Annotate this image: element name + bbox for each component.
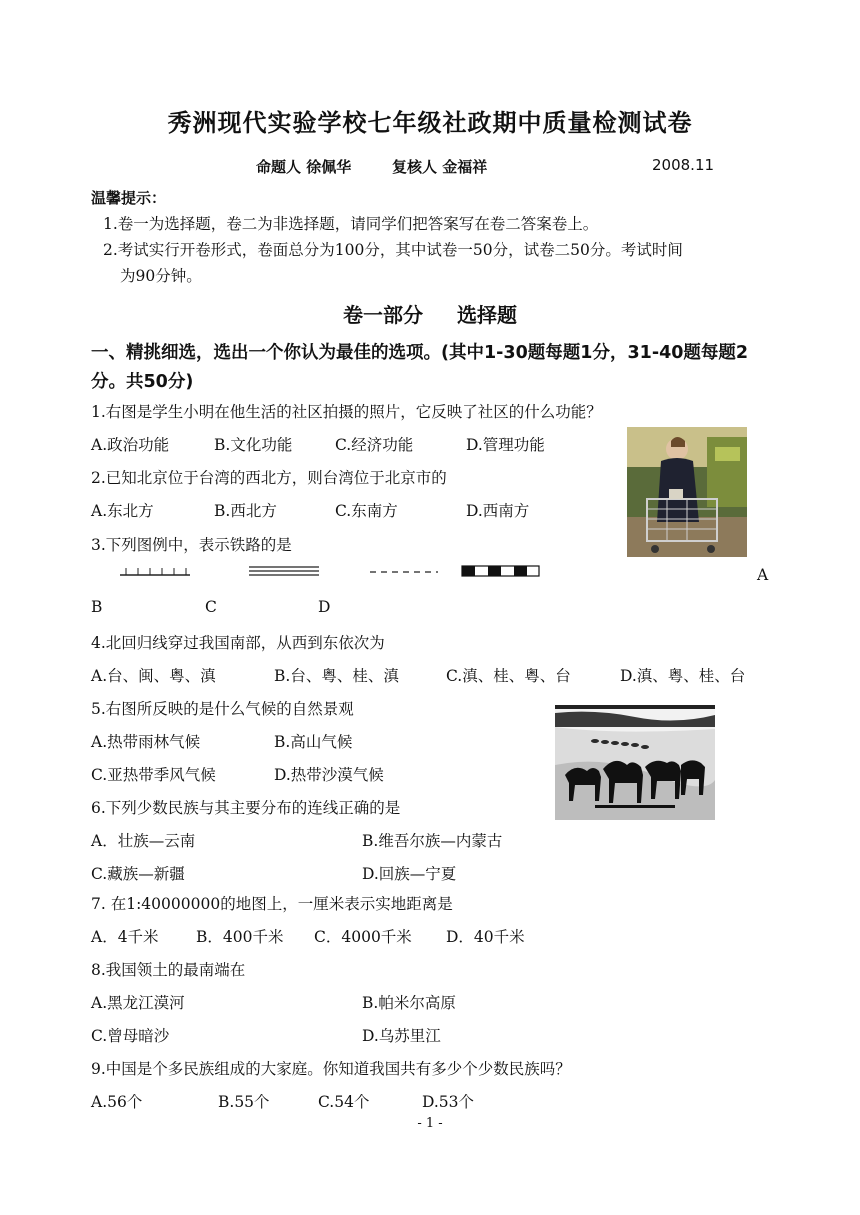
q1-option-a: A.政治功能 (91, 436, 170, 454)
question-2: 2.已知北京位于台湾的西北方，则台湾位于北京市的 (91, 469, 447, 487)
supermarket-photo (627, 427, 747, 557)
q5-option-a: A.热带雨林气候 (91, 733, 201, 751)
q3-option-a: A (757, 566, 769, 584)
q3-option-d: D (318, 598, 331, 616)
q6-option-a: A．壮族—云南 (91, 832, 196, 850)
q9-option-c: C.54个 (318, 1093, 370, 1111)
page-number: - 1 - (417, 1116, 443, 1131)
q5-option-c: C.亚热带季风气候 (91, 766, 216, 784)
q8-option-a: A.黑龙江漠河 (91, 994, 185, 1012)
q2-option-a: A.东北方 (91, 502, 154, 520)
q1-option-b: B.文化功能 (214, 436, 293, 454)
q1-option-c: C.经济功能 (335, 436, 414, 454)
q7-option-c: C．4000千米 (314, 928, 412, 946)
question-3: 3.下列图例中，表示铁路的是 (91, 536, 292, 554)
q2-option-b: B.西北方 (214, 502, 277, 520)
q9-option-b: B.55个 (218, 1093, 270, 1111)
q7-option-d: D．40千米 (446, 928, 525, 946)
q3-option-b: B (91, 598, 103, 616)
question-9: 9.中国是个多民族组成的大家庭。你知道我国共有多少个少数民族吗？ (91, 1060, 571, 1078)
q1-option-d: D.管理功能 (466, 436, 545, 454)
q6-option-b: B.维吾尔族—内蒙古 (362, 832, 503, 850)
tip-item-2-cont: 为90分钟。 (120, 267, 202, 285)
question-8: 8.我国领土的最南端在 (91, 961, 246, 979)
part-title (0, 299, 860, 328)
q5-option-d: D.热带沙漠气候 (274, 766, 384, 784)
q2-option-c: C.东南方 (335, 502, 398, 520)
legend-symbol-b (249, 564, 321, 578)
q9-option-a: A.56个 (91, 1093, 143, 1111)
question-1: 1.右图是学生小明在他生活的社区拍摄的照片，它反映了社区的什么功能？ (91, 403, 602, 421)
question-6: 6.下列少数民族与其主要分布的连线正确的是 (91, 799, 401, 817)
q6-option-d: D.回族—宁夏 (362, 865, 457, 883)
question-5: 5.右图所反映的是什么气候的自然景观 (91, 700, 354, 718)
q8-option-b: B.帕米尔高原 (362, 994, 456, 1012)
author: 命题人 徐佩华 (256, 158, 352, 176)
question-4: 4.北回归线穿过我国南部，从西到东依次为 (91, 634, 385, 652)
q6-option-c: C.藏族—新疆 (91, 865, 185, 883)
exam-date: 2008.11 (652, 156, 715, 174)
legend-symbol-a (120, 562, 192, 580)
q4-option-d: D.滇、粤、桂、台 (620, 667, 746, 685)
q4-option-c: C.滇、桂、粤、台 (446, 667, 571, 685)
q8-option-d: D.乌苏里江 (362, 1027, 441, 1045)
question-7: 7. 在1:40000000的地图上，一厘米表示实地距离是 (91, 895, 453, 913)
q3-option-c: C (205, 598, 217, 616)
q4-option-b: B.台、粤、桂、滇 (274, 667, 399, 685)
section-heading: 一、精挑细选，选出一个你认为最佳的选项。(其中1-30题每题1分，31-40题每题2分。共50分) (91, 343, 749, 392)
q2-option-d: D.西南方 (466, 502, 530, 520)
part-name: 选择题 (457, 303, 517, 327)
legend-symbol-d (461, 563, 541, 579)
q7-option-b: B．400千米 (196, 928, 284, 946)
page-title: 秀洲现代实验学校七年级社政期中质量检测试卷 (167, 109, 693, 137)
part-label: 卷一部分 (343, 303, 423, 327)
q9-option-d: D.53个 (422, 1093, 475, 1111)
q7-option-a: A．4千米 (91, 928, 159, 946)
q4-option-a: A.台、闽、粤、滇 (91, 667, 216, 685)
tips-heading: 温馨提示： (91, 189, 167, 207)
desert-camel-photo (555, 705, 715, 820)
reviewer: 复核人 金福祥 (392, 158, 488, 176)
legend-symbol-c (370, 566, 440, 578)
tip-item-1: 1.卷一为选择题，卷二为非选择题，请同学们把答案写在卷二答案卷上。 (103, 215, 599, 233)
tip-item-2: 2.考试实行开卷形式，卷面总分为100分，其中试卷一50分，试卷二50分。考试时间 (103, 241, 683, 259)
q5-option-b: B.高山气候 (274, 733, 353, 751)
q8-option-c: C.曾母暗沙 (91, 1027, 170, 1045)
